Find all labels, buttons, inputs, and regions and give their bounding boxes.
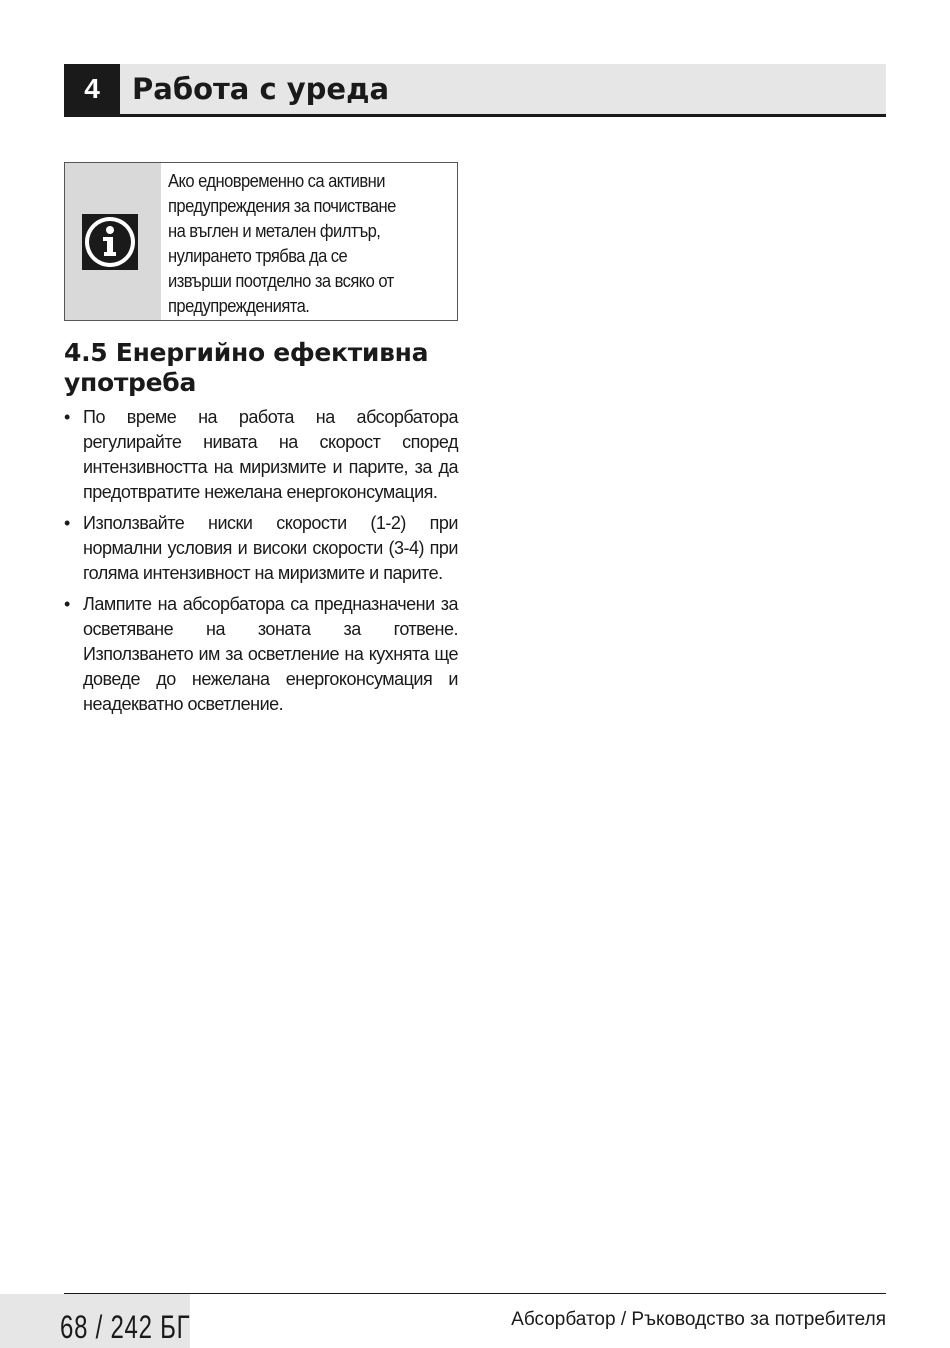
bullet-list xyxy=(64,405,458,723)
list-item-text: Използвайте ниски скорости (1-2) при нормални условия и високи скорости (3-4) при голяма интензивност на миризмите и парите. xyxy=(83,513,458,583)
list-item xyxy=(64,592,458,717)
list-item xyxy=(64,405,458,505)
section-heading: 4.5 Енергийно ефективна употреба xyxy=(64,338,429,397)
chapter-number: 4 xyxy=(64,64,120,114)
page-number: 68 / 242 БГ xyxy=(60,1309,191,1345)
bullet-icon: • xyxy=(64,407,71,427)
info-icon-cell xyxy=(65,163,161,320)
list-item xyxy=(64,511,458,586)
info-icon xyxy=(82,214,138,270)
chapter-title: Работа с уреда xyxy=(132,72,390,106)
info-text: Ако едновременно са активни предупреждения за почистване на въглен и метален филтър, нулирането трябва да се извърши поотделно за всяко от предупрежденията. xyxy=(168,171,396,316)
info-note xyxy=(64,162,458,321)
list-item-text: Лампите на абсорбатора са предназначени за осветяване на зоната за готвене. Използването им за осветление на кухнята ще доведе до нежелана енергоконсумация и неадекватно осветление. xyxy=(83,594,458,714)
chapter-header xyxy=(64,64,886,117)
bullet-icon: • xyxy=(64,594,71,614)
list-item-text: По време на работа на абсорбатора регулирайте нивата на скорост според интензивността на миризмите и парите, за да предотвратите нежелана енергоконсумация. xyxy=(83,407,458,502)
footer-title: Абсорбатор / Ръководство за потребителя xyxy=(511,1309,886,1330)
bullet-icon: • xyxy=(64,513,71,533)
